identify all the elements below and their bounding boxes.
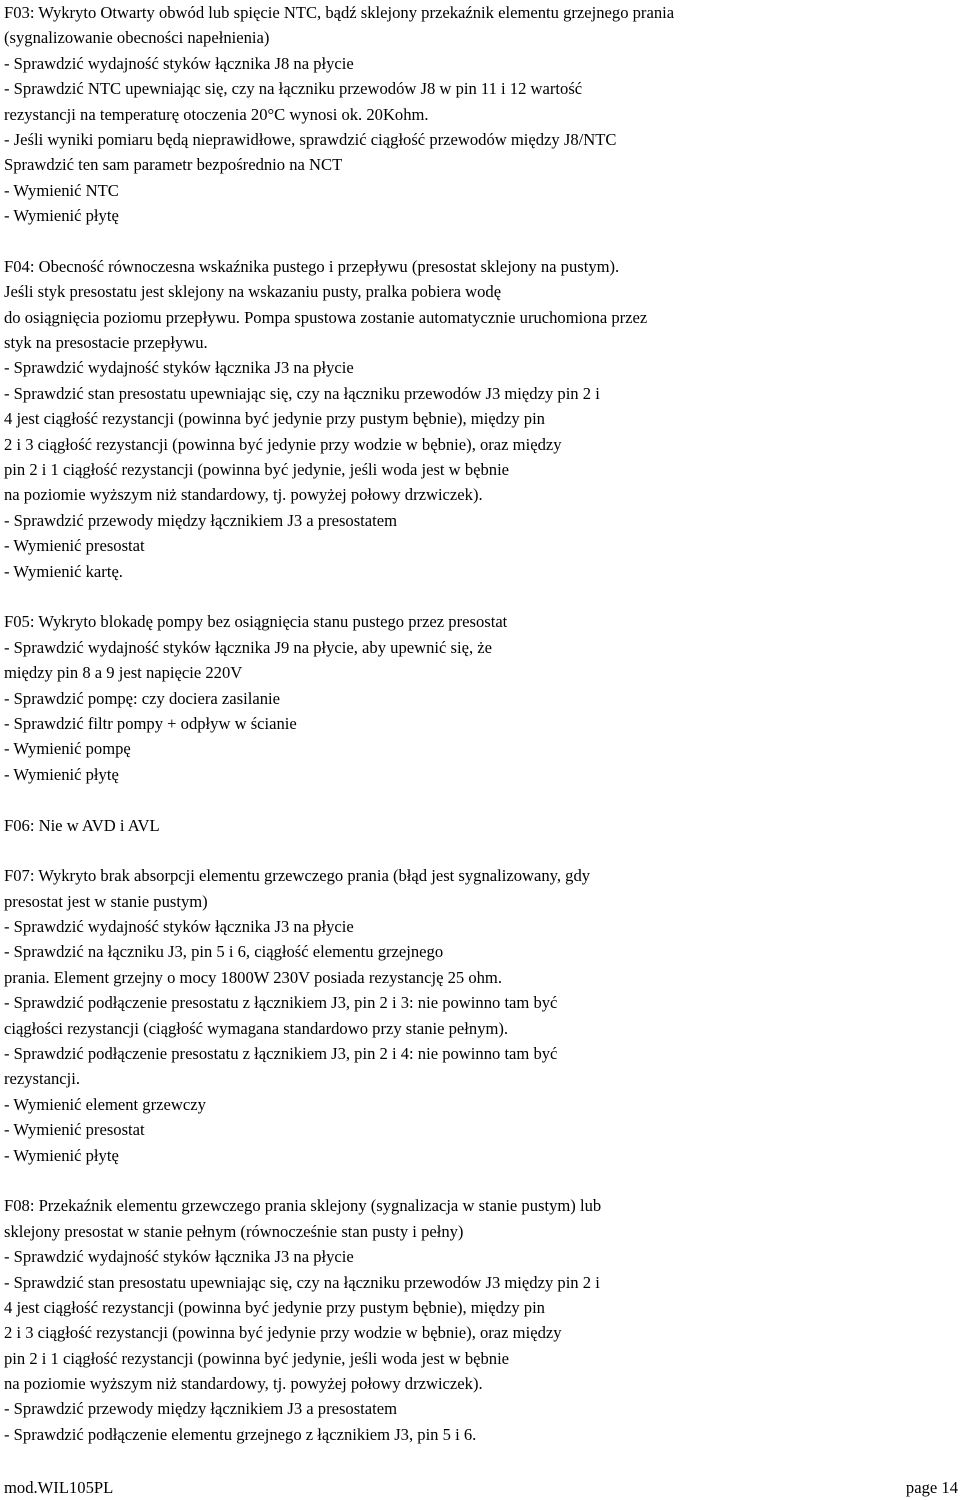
text-line: - Sprawdzić podłączenie presostatu z łącznikiem J3, pin 2 i 4: nie powinno tam być [4, 1044, 558, 1064]
text-line: - Sprawdzić podłączenie presostatu z łącznikiem J3, pin 2 i 3: nie powinno tam być [4, 993, 558, 1013]
text-line: - Sprawdzić filtr pompy + odpływ w ścianie [4, 713, 297, 733]
text-line: - Sprawdzić wydajność styków łącznika J9 na płycie, aby upewnić się, że [4, 637, 492, 657]
error-section-f05 [4, 609, 944, 787]
text-line: - Wymienić płytę [4, 206, 119, 226]
text-line: - Sprawdzić wydajność styków łącznika J3 na płycie [4, 358, 354, 378]
text-line: sklejony presostat w stanie pełnym (równocześnie stan pusty i pełny) [4, 1221, 464, 1241]
text-line: - Sprawdzić stan presostatu upewniając się, czy na łączniku przewodów J3 między pin 2 i [4, 383, 600, 403]
text-line: 2 i 3 ciągłość rezystancji (powinna być jedynie przy wodzie w bębnie), oraz między [4, 434, 562, 454]
text-line: - Sprawdzić pompę: czy dociera zasilanie [4, 688, 280, 708]
text-line: - Wymienić płytę [4, 1145, 119, 1165]
text-line: presostat jest w stanie pustym) [4, 891, 208, 911]
text-line: - Sprawdzić przewody między łącznikiem J3 a presostatem [4, 1399, 398, 1419]
section-title: F07: Wykryto brak absorpcji elementu grzewczego prania (błąd jest sygnalizowany, gdy [4, 866, 591, 886]
text-line: - Sprawdzić NTC upewniając się, czy na łączniku przewodów J8 w pin 11 i 12 wartość [4, 79, 583, 99]
text-line: - Sprawdzić stan presostatu upewniając się, czy na łączniku przewodów J3 między pin 2 i [4, 1272, 600, 1292]
text-line: - Sprawdzić podłączenie elementu grzejnego z łącznikiem J3, pin 5 i 6. [4, 1424, 477, 1444]
section-spacer [4, 584, 944, 609]
text-line: - Wymienić presostat [4, 1120, 145, 1140]
section-title: F05: Wykryto blokadę pompy bez osiągnięcia stanu pustego przez presostat [4, 612, 508, 632]
text-line: - Wymienić pompę [4, 739, 131, 759]
error-section-f04 [4, 254, 944, 584]
document-body [4, 0, 944, 1447]
section-spacer [4, 1168, 944, 1193]
text-line: styk na presostacie przepływu. [4, 333, 208, 353]
section-title: F06: Nie w AVD i AVL [4, 815, 160, 835]
text-line: (sygnalizowanie obecności napełnienia) [4, 28, 270, 48]
section-title: F04: Obecność równoczesna wskaźnika pustego i przepływu (presostat sklejony na pustym). [4, 256, 620, 276]
text-line: rezystancji na temperaturę otoczenia 20°C wynosi ok. 20Kohm. [4, 104, 429, 124]
text-line: 2 i 3 ciągłość rezystancji (powinna być jedynie przy wodzie w bębnie), oraz między [4, 1323, 562, 1343]
text-line: - Wymienić element grzewczy [4, 1094, 206, 1114]
text-line: Jeśli styk presostatu jest sklejony na wskazaniu pusty, pralka pobiera wodę [4, 282, 502, 302]
error-section-f07 [4, 863, 944, 1168]
text-line: - Sprawdzić wydajność styków łącznika J8 na płycie [4, 53, 354, 73]
section-spacer [4, 787, 944, 812]
text-line: - Sprawdzić wydajność styków łącznika J3 na płycie [4, 1247, 354, 1267]
text-line: Sprawdzić ten sam parametr bezpośrednio na NCT [4, 155, 343, 175]
text-line: rezystancji. [4, 1069, 81, 1089]
text-line: do osiągnięcia poziomu przepływu. Pompa spustowa zostanie automatycznie uruchomiona przez [4, 307, 648, 327]
text-line: - Jeśli wyniki pomiaru będą nieprawidłowe, sprawdzić ciągłość przewodów między J8/NTC [4, 129, 617, 149]
text-line: - Wymienić presostat [4, 536, 145, 556]
text-line: - Sprawdzić na łączniku J3, pin 5 i 6, ciągłość elementu grzejnego [4, 942, 444, 962]
text-line: - Wymienić płytę [4, 764, 119, 784]
text-line: 4 jest ciągłość rezystancji (powinna być jedynie przy pustym bębnie), między pin [4, 409, 545, 429]
text-line: ciągłości rezystancji (ciągłość wymagana standardowo przy stanie pełnym). [4, 1018, 509, 1038]
text-line: między pin 8 a 9 jest napięcie 220V [4, 663, 243, 683]
text-line: pin 2 i 1 ciągłość rezystancji (powinna być jedynie, jeśli woda jest w bębnie [4, 460, 510, 480]
text-line: prania. Element grzejny o mocy 1800W 230V posiada rezystancję 25 ohm. [4, 967, 502, 987]
section-title: F08: Przekaźnik elementu grzewczego prania sklejony (sygnalizacja w stanie pustym) lub [4, 1196, 602, 1216]
text-line: - Wymienić NTC [4, 180, 119, 200]
section-spacer [4, 229, 944, 254]
text-line: - Sprawdzić przewody między łącznikiem J3 a presostatem [4, 510, 398, 530]
page-number: page 14 [905, 1478, 958, 1497]
text-line: na poziomie wyższym niż standardowy, tj. powyżej połowy drzwiczek). [4, 485, 483, 505]
section-spacer [4, 838, 944, 863]
model-code: mod.WIL105PL [4, 1478, 114, 1497]
text-line: pin 2 i 1 ciągłość rezystancji (powinna być jedynie, jeśli woda jest w bębnie [4, 1348, 510, 1368]
error-section-f03 [4, 0, 944, 229]
error-section-f06 [4, 813, 944, 838]
text-line: - Sprawdzić wydajność styków łącznika J3 na płycie [4, 917, 354, 937]
text-line: 4 jest ciągłość rezystancji (powinna być jedynie przy pustym bębnie), między pin [4, 1297, 545, 1317]
section-title: F03: Wykryto Otwarty obwód lub spięcie NTC, bądź sklejony przekaźnik elementu grzejnego prania [4, 3, 675, 22]
text-line: na poziomie wyższym niż standardowy, tj. powyżej połowy drzwiczek). [4, 1374, 483, 1394]
error-section-f08 [4, 1193, 944, 1447]
text-line: - Wymienić kartę. [4, 561, 123, 581]
page-footer [4, 1476, 958, 1500]
